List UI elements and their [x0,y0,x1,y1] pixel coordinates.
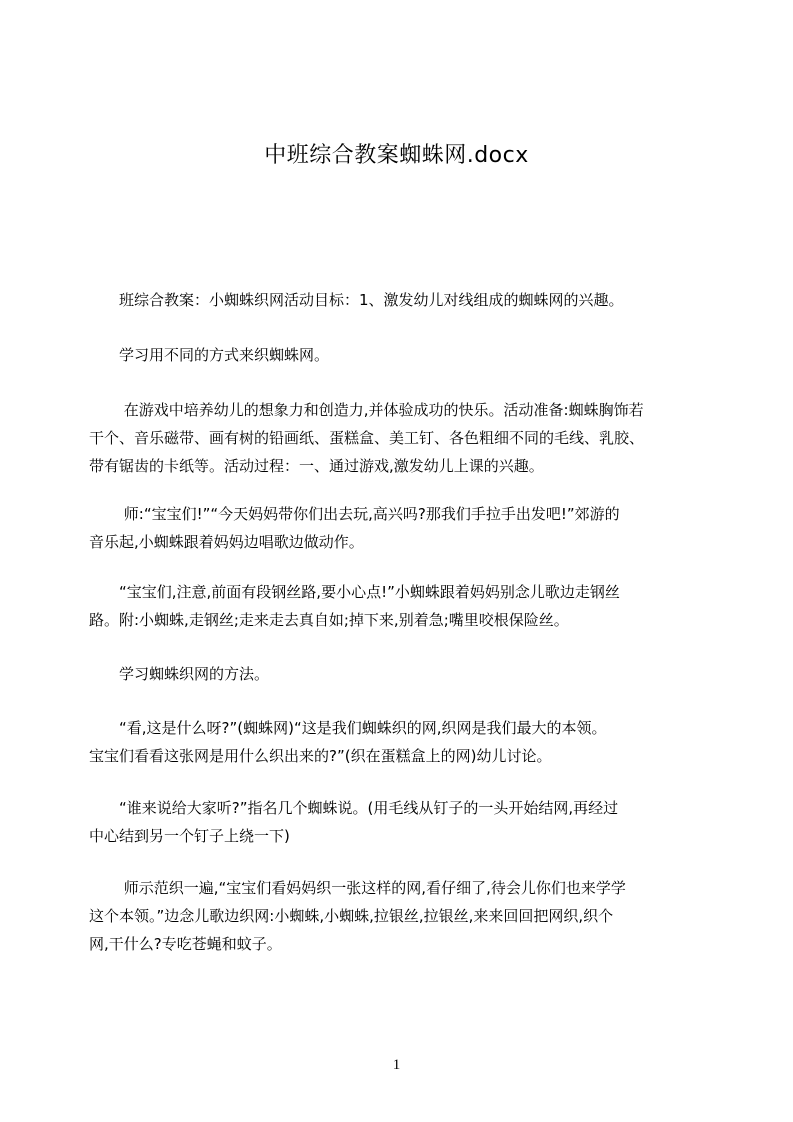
paragraph-line: 音乐起,小蜘蛛跟着妈妈边唱歌边做动作。 [89,533,364,551]
paragraph-line: “宝宝们,注意,前面有段钢丝路,要小心点!”小蜘蛛跟着妈妈别念儿歌边走钢丝 [89,583,620,601]
paragraph-line: 在游戏中培养幼儿的想象力和创造力,并体验成功的快乐。活动准备:蜘蛛胸饰若 [89,401,644,419]
paragraph-line: “谁来说给大家听?”指名几个蜘蛛说。(用毛线从钉子的一头开始结网,再经过 [89,799,619,817]
paragraph-line: 这个本领。”边念儿歌边织网:小蜘蛛,小蜘蛛,拉银丝,拉银丝,来来回回把网织,织个 [89,907,614,925]
paragraph-8 [89,794,705,850]
paragraph-4 [89,500,705,556]
page-number: 1 [392,1057,401,1073]
paragraph-line: 带有锯齿的卡纸等。活动过程：一、通过游戏,激发幼儿上课的兴趣。 [89,457,544,475]
paragraph-line: “看,这是什么呀?”(蜘蛛网)“这是我们蜘蛛织的网,织网是我们最大的本领。 [89,719,607,737]
paragraph-line: 干个、音乐磁带、画有树的铅画纸、蛋糕盒、美工钉、各色粗细不同的毛线、乳胶、 [89,429,645,447]
paragraph-line: 学习用不同的方式来织蜘蛛网。 [89,346,330,364]
paragraph-6 [89,660,705,688]
paragraph-5 [89,578,705,634]
paragraph-line: 中心结到另一个钉子上绕一下) [89,827,290,845]
paragraph-9 [89,874,705,958]
paragraph-7 [89,714,705,770]
paragraph-1 [89,286,705,314]
paragraph-line: 网,干什么?专吃苍蝇和蚊子。 [89,935,282,953]
paragraph-line: 师:“宝宝们!”“今天妈妈带你们出去玩,高兴吗?那我们手拉手出发吧!”郊游的 [89,505,620,523]
page-title: 中班综合教案蜘蛛网.docx [264,143,529,168]
paragraph-line: 师示范织一遍,“宝宝们看妈妈织一张这样的网,看仔细了,待会儿你们也来学学 [89,879,626,897]
paragraph-line: 路。附:小蜘蛛,走钢丝;走来走去真自如;掉下来,别着急;嘴里咬根保险丝。 [89,611,569,629]
paragraph-2 [89,341,705,369]
paragraph-line: 宝宝们看看这张网是用什么织出来的?”(织在蛋糕盒上的网)幼儿讨论。 [89,747,552,765]
paragraph-line: 班综合教案：小蜘蛛织网活动目标：1、激发幼儿对线组成的蜘蛛网的兴趣。 [89,291,624,309]
paragraph-3 [89,396,705,480]
paragraph-line: 学习蜘蛛织网的方法。 [89,665,270,683]
